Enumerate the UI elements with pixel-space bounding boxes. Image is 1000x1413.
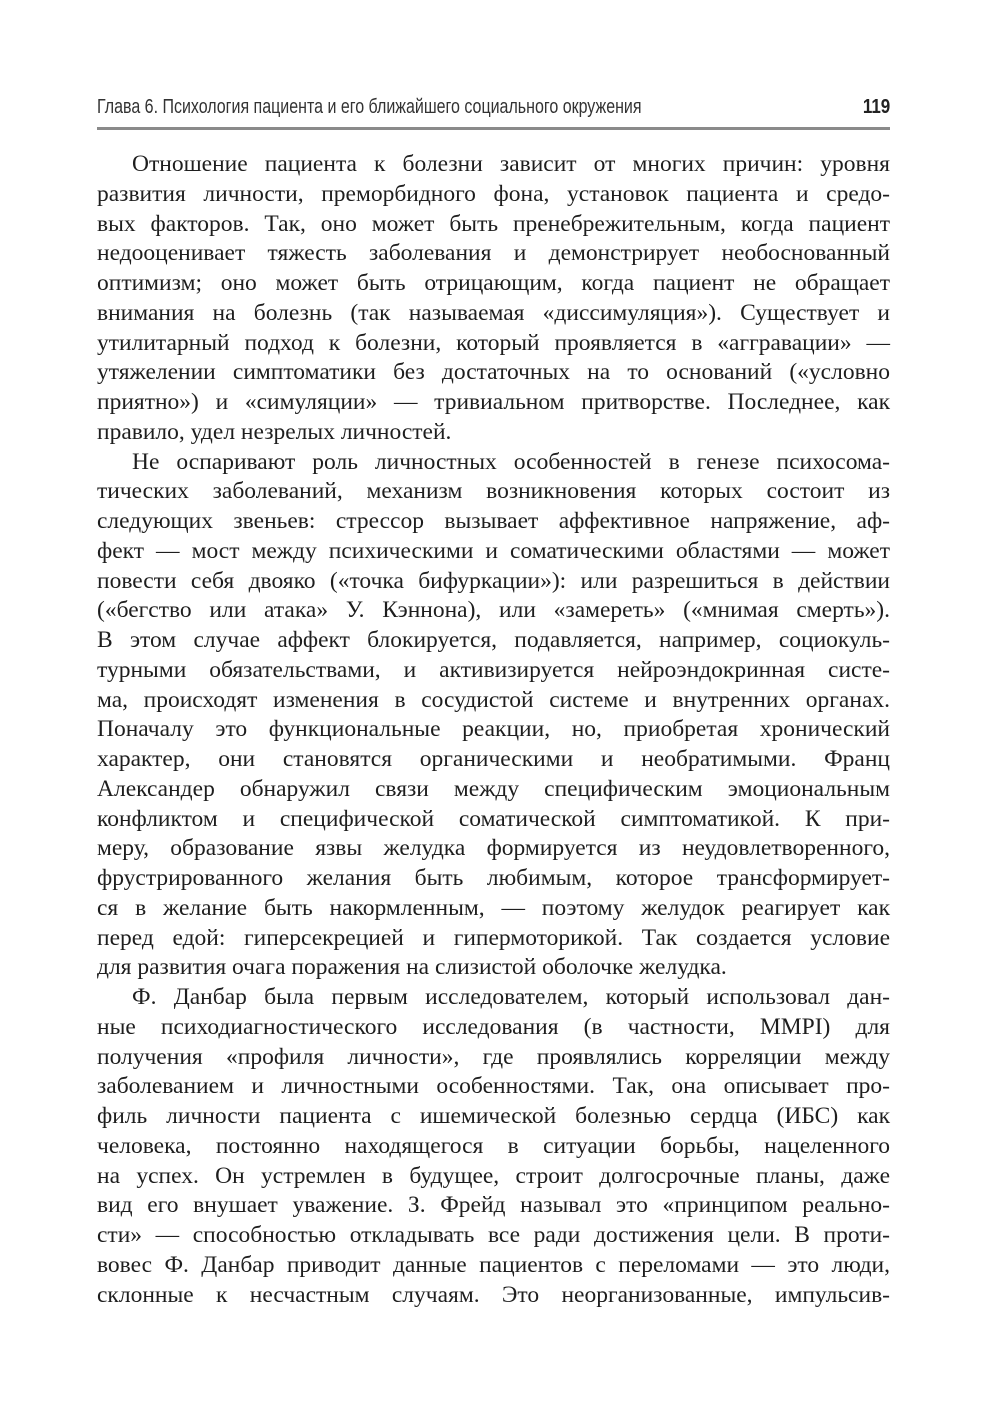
paragraph [97,150,890,448]
text-line: вовес Ф. Данбар приводит данные пациентов с переломами — это люди, [97,1251,890,1278]
paragraph [97,448,890,984]
text-line: фрустрированного желания быть любимым, которое трансформирует- [97,865,890,891]
text-line: ные психодиагностического исследования (в частности, MMPI) для [97,1013,890,1040]
text-line: вид его внушает уважение. З. Фрейд называл это «принципом реально- [97,1192,890,1219]
text-line: меру, образование язвы желудка формируется из неудовлетворенного, [97,835,890,862]
text-line: филь личности пациента с ишемической болезнью сердца (ИБС) как [97,1103,890,1129]
text-line: вых факторов. Так, оно может быть пренебрежительным, когда пациент [97,210,890,237]
text-line: Не оспаривают роль личностных особенностей в генезе психосома- [132,448,890,475]
text-line: фект — мост между психическими и соматическими областями — может [97,537,890,564]
text-line: («бегство или атака» У. Кэннона), или «замереть» («мнимая смерть»). [97,597,890,624]
running-header [97,96,890,122]
text-line: приятно») и «симуляции» — тривиальном притворстве. Последнее, как [97,389,890,415]
chapter-title: Глава 6. Психология пациента и его ближайшего социального окружения [97,96,642,118]
text-line: для развития очага поражения на слизистой оболочке желудка. [97,954,727,981]
header-divider [97,127,890,130]
text-line: утяжелении симптоматики без достаточных на то оснований («условно [97,359,890,386]
text-line: правило, удел незрелых личностей. [97,418,452,445]
text-line: Александер обнаружил связи между специфическим эмоциональным [97,775,890,802]
paragraph [97,983,890,1310]
text-line: характер, они становятся органическими и необратимыми. Франц [97,746,890,772]
text-line: склонные к несчастным случаям. Это неорганизованные, импульсив- [97,1281,890,1308]
text-line: заболеванием и личностными особенностями. Так, она описывает про- [97,1073,890,1100]
text-line: развития личности, преморбидного фона, установок пациента и средо- [97,180,890,207]
text-line: тических заболеваний, механизм возникновения которых состоит из [97,478,890,505]
text-line: внимания на болезнь (так называемая «диссимуляция»). Существует и [97,299,890,326]
text-line: недооценивает тяжесть заболевания и демонстрирует необоснованный [97,240,890,267]
text-line: следующих звеньев: стрессор вызывает аффективное напряжение, аф- [97,508,890,534]
text-line: человека, постоянно находящегося в ситуации борьбы, нацеленного [97,1132,890,1159]
text-line: В этом случае аффект блокируется, подавляется, например, социокуль- [97,627,890,653]
text-line: перед едой: гиперсекрецией и гипермоторикой. Так создается условие [97,924,890,951]
text-line: Ф. Данбар была первым исследователем, который использовал дан- [132,984,890,1010]
text-line: сти» — способностью откладывать все ради достижения цели. В проти- [97,1222,890,1248]
text-line: утилитарный подход к болезни, который проявляется в «аггравации» — [97,329,890,356]
body-text [97,150,890,1310]
text-line: Отношение пациента к болезни зависит от многих причин: уровня [132,151,890,177]
text-line: оптимизм; оно может быть отрицающим, когда пациент не обращает [97,270,890,296]
text-line: получения «профиля личности», где проявлялись корреляции между [97,1043,890,1070]
text-line: повести себя двояко («точка бифуркации»): или разрешиться в действии [97,567,890,594]
text-line: конфликтом и специфической соматической симптоматикой. К при- [97,805,890,832]
text-line: ма, происходят изменения в сосудистой системе и внутренних органах. [97,686,890,713]
text-line: турными обязательствами, и активизируется нейроэндокринная систе- [97,656,890,683]
page-number: 119 [862,96,890,118]
text-line: Поначалу это функциональные реакции, но, приобретая хронический [97,716,890,743]
text-line: ся в желание быть накормленным, — поэтому желудок реагирует как [97,894,890,921]
text-line: на успех. Он устремлен в будущее, строит долгосрочные планы, даже [97,1162,890,1189]
